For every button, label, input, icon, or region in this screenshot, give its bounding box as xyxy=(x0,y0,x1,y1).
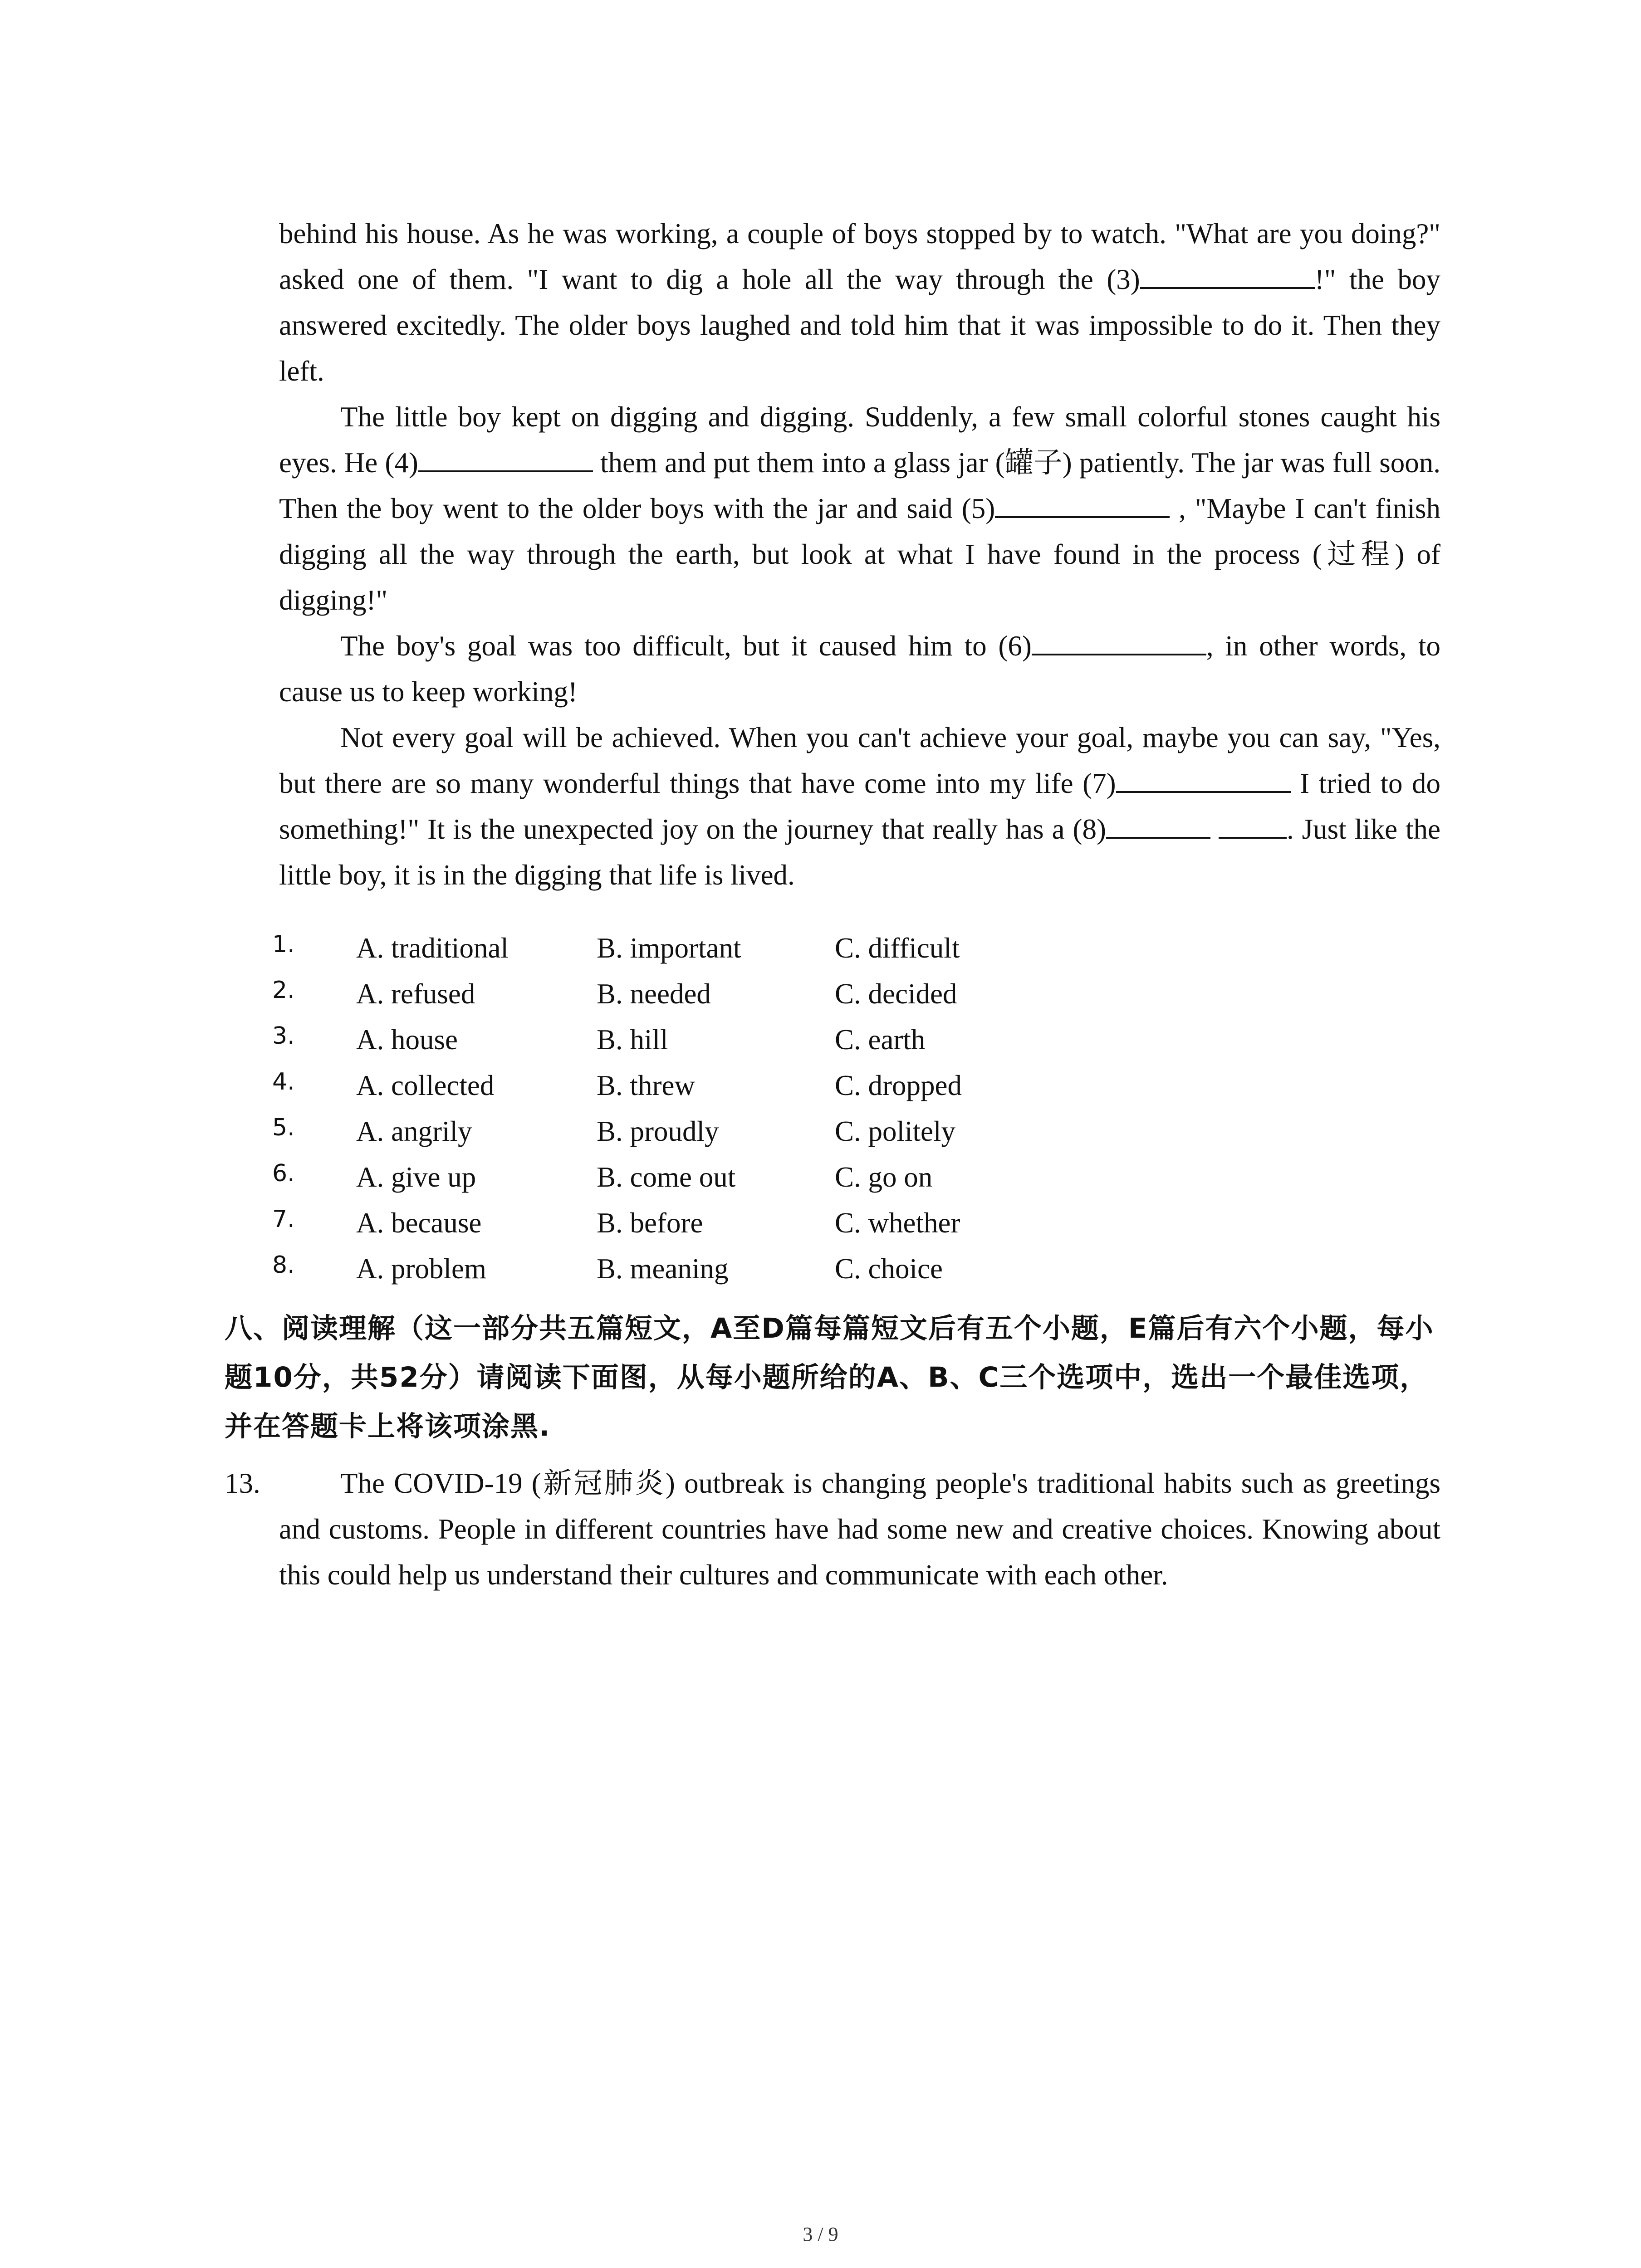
paragraph-1-text-after-blank-3: !" the boy answered excitedly. The older boys laughed and told him that it was impossible to do it. Then they left. xyxy=(279,264,1440,387)
option-row-8 xyxy=(272,1246,1270,1292)
option-c: C. politely xyxy=(835,1115,955,1147)
option-row-2 xyxy=(272,971,1270,1017)
option-c: C. difficult xyxy=(835,932,960,964)
option-row-5 xyxy=(272,1109,1270,1154)
option-b: B. threw xyxy=(597,1070,695,1101)
option-a: A. traditional xyxy=(356,932,509,964)
option-c: C. decided xyxy=(835,978,957,1010)
paragraph-2-text-a: The little boy kept on digging and digging. Suddenly, a few small colorful stones caught his eyes. He (4) xyxy=(279,401,1440,479)
option-a: A. collected xyxy=(356,1070,495,1101)
passage xyxy=(279,211,1440,898)
option-row-4 xyxy=(272,1063,1270,1109)
question-number: 2. xyxy=(272,977,295,1004)
blank-8-continued xyxy=(1219,809,1287,839)
paragraph-4-text-c: . Just like the little boy, it is in the digging that life is lived. xyxy=(279,813,1440,891)
question-13-number: 13. xyxy=(225,1467,260,1499)
option-c: C. earth xyxy=(835,1024,926,1056)
option-a: A. give up xyxy=(356,1161,476,1193)
option-b: B. hill xyxy=(597,1024,668,1056)
option-c: C. choice xyxy=(835,1253,943,1285)
blank-4 xyxy=(418,442,593,472)
option-b: B. needed xyxy=(597,978,711,1010)
question-number: 4. xyxy=(272,1068,295,1095)
option-b: B. important xyxy=(597,932,741,964)
paragraph-2 xyxy=(279,394,1440,623)
option-b: B. proudly xyxy=(597,1115,719,1147)
option-row-7 xyxy=(272,1200,1270,1246)
option-row-1 xyxy=(272,925,1270,971)
paragraph-2-text-b: them and put them into a glass jar (罐子) patiently. The jar was full soon. Then the boy went to the older boys with the jar and said (5) xyxy=(279,447,1440,524)
blank-5 xyxy=(995,488,1170,518)
blank-3 xyxy=(1140,259,1315,289)
paragraph-3-text-a: The boy's goal was too difficult, but it caused him to (6) xyxy=(340,630,1032,662)
option-b: B. meaning xyxy=(597,1253,729,1285)
question-number: 3. xyxy=(272,1022,295,1050)
question-number: 8. xyxy=(272,1251,295,1279)
paragraph-1 xyxy=(279,211,1440,394)
option-c: C. go on xyxy=(835,1161,933,1193)
section-8-heading: 八、阅读理解（这一部分共五篇短文，A至D篇每篇短文后有五个小题，E篇后有六个小题，每小题10分，共52分）请阅读下面图，从每小题所给的A、B、C三个选项中，选出一个最佳选项，并在答题卡上将该项涂黑. xyxy=(225,1312,1434,1442)
blank-6 xyxy=(1032,626,1206,655)
paragraph-3 xyxy=(279,623,1440,715)
option-a: A. angrily xyxy=(356,1115,472,1147)
option-a: A. house xyxy=(356,1024,458,1056)
page-number: 3 / 9 xyxy=(803,2223,838,2245)
paragraph-4 xyxy=(279,715,1440,898)
option-a: A. problem xyxy=(356,1253,486,1285)
question-13-passage: The COVID-19 (新冠肺炎) outbreak is changing people's traditional habits such as greetings and customs. People in different countries have had some new and creative choices. Knowing about this could help us understand their cultures and communicate with each other. xyxy=(279,1467,1440,1591)
option-c: C. dropped xyxy=(835,1070,962,1101)
paragraph-4-text-a: Not every goal will be achieved. When you can't achieve your goal, maybe you can say, "Yes, but there are so many wonderful things that have come into my life (7) xyxy=(279,722,1440,799)
option-row-6 xyxy=(272,1154,1270,1200)
option-b: B. before xyxy=(597,1207,703,1239)
paragraph-1-text-before-blank-3: doing?" asked one of them. "I want to dig a hole all the way through the (3) xyxy=(279,218,1440,295)
option-row-3 xyxy=(272,1017,1270,1063)
paragraph-4-text-b: I tried to do something!" It is the unexpected joy on the journey that really has a (8) xyxy=(279,767,1440,845)
option-b: B. come out xyxy=(597,1161,736,1193)
option-c: C. whether xyxy=(835,1207,960,1239)
paragraph-1-line-1: behind his house. As he was working, a couple of boys stopped by to watch. "What are you xyxy=(279,218,1343,249)
question-number: 5. xyxy=(272,1114,295,1141)
option-a: A. because xyxy=(356,1207,482,1239)
question-number: 1. xyxy=(272,931,295,958)
question-number: 7. xyxy=(272,1206,295,1233)
blank-8 xyxy=(1106,809,1210,839)
option-a: A. refused xyxy=(356,978,475,1010)
paragraph-2-text-c: , "Maybe I can't finish digging all the way through the earth, but look at what I have found in the process (过程) of digging!" xyxy=(279,493,1440,616)
answer-options-list xyxy=(272,925,1270,1292)
blank-7 xyxy=(1116,763,1291,793)
question-number: 6. xyxy=(272,1160,295,1187)
paragraph-3-text-b: , in other words, to cause us to keep working! xyxy=(279,630,1440,708)
